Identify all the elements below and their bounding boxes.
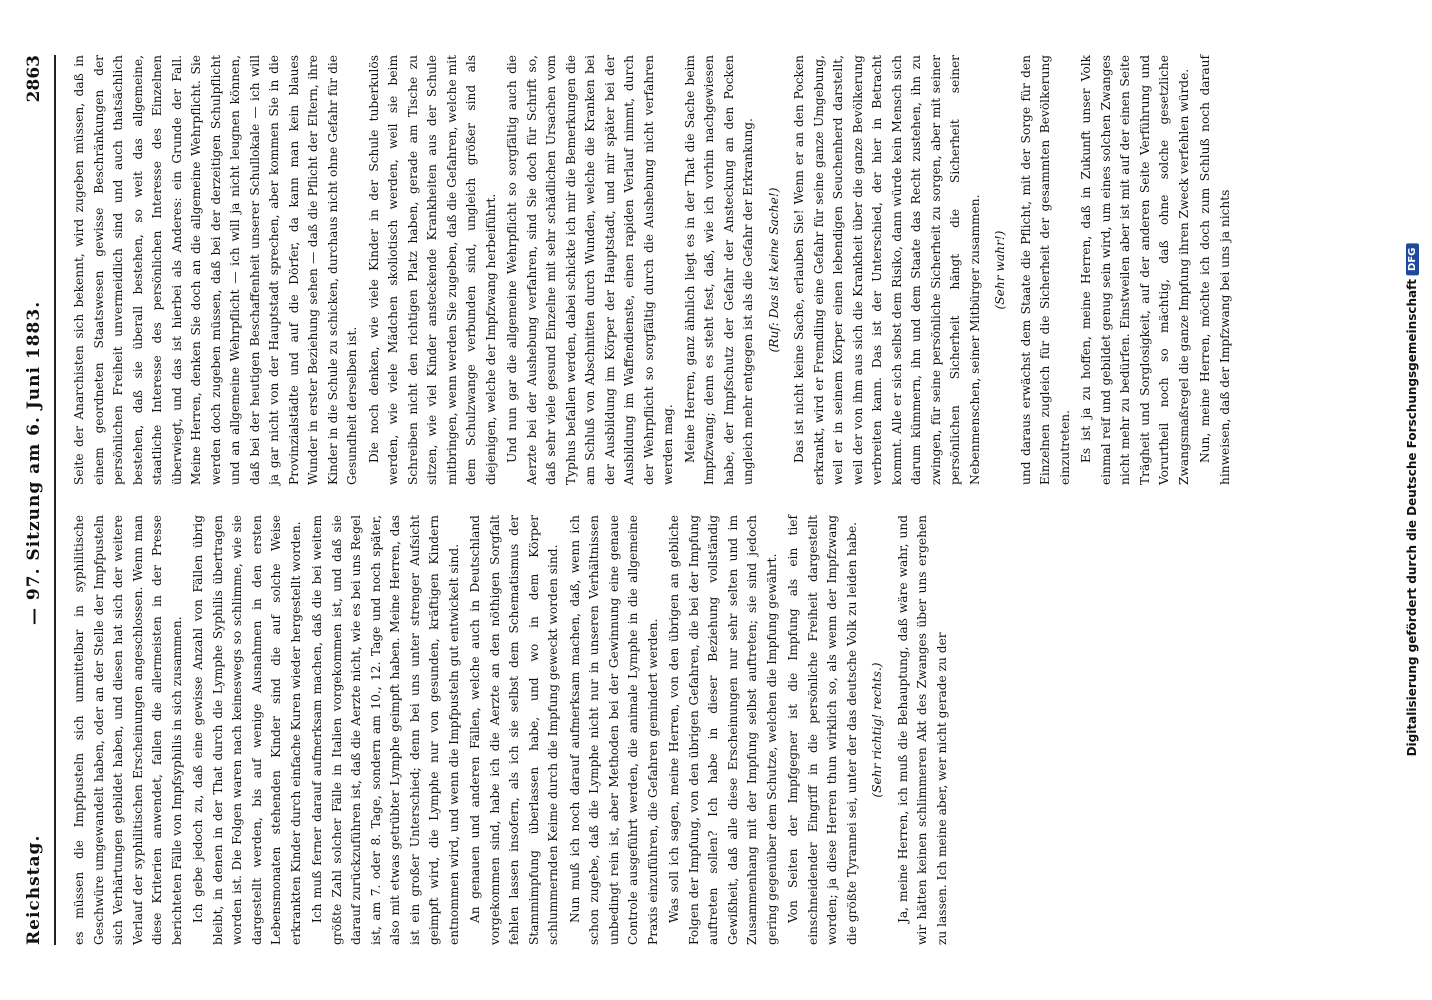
paragraph: Nun, meine Herren, möchte ich doch zum Schluß noch darauf hinweisen, daß der Impfzwang bei uns ja nichts xyxy=(1198,55,1232,485)
text-column-left xyxy=(70,515,954,945)
interjection: (Sehr richtig! rechts.) xyxy=(870,662,884,798)
header-left: Reichstag. xyxy=(24,834,44,945)
paragraph: An genauen und anderen Fällen, welche auch in Deutschland vorgekommen sind, habe ich die Aerzte an den nöthigen Sorgfalt fehlen lassen insofern, als ich sie selbst dem Schematismus der Stammimpfung überlassen habe, und wo in dem Körper schlummernden Keime durch die Impfung geweckt worden sind. xyxy=(468,515,560,945)
dfg-logo: DFG xyxy=(1406,244,1419,275)
paragraph: Ich muß ferner darauf aufmerksam machen, daß die bei weitem größte Zahl solcher Fälle in Italien vorgekommen ist, und daß sie darauf zurückzuführen ist, daß die Aerzte nicht, wie es bei uns Regel ist, am 7. oder 8. Tage, sondern am 10., 12. Tage und noch später, also mit etwas getrübter Lymphe geimpft haben. Meine Herren, das ist ein großer Unterschied; denn bei uns unter strenger Aufsicht geimpft wird, die Lymphe nur von gesunden, kräftigen Kindern entnommen wird, und wenn die Impfpusteln gut entwickelt sind. xyxy=(310,515,461,945)
page-header xyxy=(14,55,56,945)
paragraph: Seite der Anarchisten sich bekennt, wird zugeben müssen, daß in einem geordneten Staatswesen gewisse Beschränkungen der persönlichen Freiheit unvermeidlich sind und auch thatsächlich bestehen, daß sie überall bestehen, so weit das allgemeine, staatliche Interesse des persönlichen Interesse des Einzelnen überwiegt, und das ist hierbei als Anderes: ein Grunde der Fall. Meine Herren, denken Sie doch an die allgemeine Wehrpflicht. Sie werden doch zugeben müssen, daß bei der derzeitigen Schulpflicht und an allgemeine Wehrpflicht — ich will ja nicht leugnen können, daß bei der heutigen Beschaffenheit unserer Schullokale — ich will ja gar nicht von der Hauptstadt sprechen, aber kommen Sie in die Provinzialstädte und auf die Dörfer, da kann man kein blaues Wunder in erster Beziehung sehen — daß die Pflicht der Eltern, ihre Kinder in die Schule zu schicken, durchaus nicht ohne Gefahr für die Gesundheit derselben ist. xyxy=(72,55,359,485)
text-column-right xyxy=(70,55,1237,485)
credit-text: Digitalisierung gefördert durch die Deutsche Forschungsgemeinschaft xyxy=(1405,278,1419,757)
interjection: (Sehr wahr!) xyxy=(993,230,1007,310)
paragraph: Von Seiten der Impfgegner ist die Impfung als ein tief einschneidender Eingriff in die persönliche Freiheit dargestellt worden; ja diese Herren thun wirklich so, als wenn der Impfzwang die größte Tyrannei sei, unter der das deutsche Volk zu leiden habe. xyxy=(786,515,859,945)
page-number: 2863 xyxy=(24,55,44,103)
paragraph: Die noch denken, wie viele Kinder in der Schule tuberkulös werden, wie viele Mädchen skoliotisch werden, weil sie beim Schreiben nicht den richtigen Platz haben, gerade am Tische zu sitzen, wie viel Kinder ansteckende Krankheiten aus der Schule mitbringen, wenn werden Sie zugeben, daß die Gefahren, welche mit dem Schulzwange verbunden sind, ungleich größer sind als diejenigen, welche der Impfzwang herbeiführt. xyxy=(366,55,498,485)
paragraph: Was soll ich sagen, meine Herren, von den übrigen an gebliche Folgen der Impfung, von den übrigen Gefahren, die bei der Impfung auftreten sollen? Ich habe in dieser Beziehung vollständig Gewißheit, daß alle diese Erscheinungen nur sehr selten und im Zusammenhang mit der Impfung selbst auftreten; sie sind jedoch gering gegenüber dem Schutze, welchen die Impfung gewährt. xyxy=(667,515,779,945)
paragraph: es müssen die Impfpusteln sich unmittelbar in syphilitische Geschwüre umgewandelt haben, oder an der Stelle der Impfpusteln sich Verhärtungen gebildet haben, und diesen hat sich der weitere Verlauf der syphilitischen Erscheinungen angeschlossen. Wenn man diese Kriterien anwendet, fallen die allermeisten in der Presse berichteten Fälle von Impfsyphilis in sich zusammen. xyxy=(72,515,184,945)
paragraph: Meine Herren, ganz ähnlich liegt es in der That die Sache beim Impfzwang; denn es steht fest, daß, wie ich vorhin nachgewiesen habe, der Impfschutz der Gefahr der Ansteckung an den Pocken ungleich mehr entgegen ist als die Gefahr der Erkrankung. xyxy=(682,55,755,485)
paragraph: Es ist ja zu hoffen, meine Herren, daß in Zukunft unser Volk einmal reif und gebildet genug sein wird, um eines solchen Zwanges nicht mehr zu bedürfen. Einstweilen aber ist mit auf der einen Seite Trägheit und Sorglosigkeit, auf der anderen Seite Verführung und Vorurtheil noch so mächtig, daß ohne solche gesetzliche Zwangsmaßregel die ganze Impfung ihren Zweck verfehlen würde. xyxy=(1079,55,1191,485)
paragraph: Ich gebe jedoch zu, daß eine gewisse Anzahl von Fällen übrig bleibt, in denen in der That durch die Lymphe Syphilis übertragen worden ist. Die Folgen waren nach keineswegs so schlimme, wie sie dargestellt werden, bis auf wenige Ausnahmen in den ersten Lebensmonaten stehenden Kinder sind die auf solche Weise erkrankten Kinder durch einfache Kuren wieder hergestellt worden. xyxy=(191,515,303,945)
paragraph: Und nun gar die allgemeine Wehrpflicht so sorgfältig auch die Aerzte bei der Aushebung verfahren, sind Sie doch für Schrift so, daß sehr viele gesund Einzelne mit sehr schädlichen Ursachen vom Typhus befallen werden, dabei schickte ich mir die Bemerkungen die am Schluß von Abschnitten durch Wunden, welche die Kranken bei der Ausbildung im Körper der Hauptstadt, und mir später bei der Ausbildung im Waffendienste, einen rapiden Verlauf nimmt, durch der Wehrpflicht so sorgfältig durch die Aushebung nicht verfahren werden mag. xyxy=(505,55,675,485)
paragraph: und daraus erwächst dem Staate die Pflicht, mit der Sorge für den Einzelnen zugleich für die Sicherheit der gesammten Bevölkerung einzutreten. xyxy=(1018,55,1072,485)
interjection: (Ruf: Das ist keine Sache!) xyxy=(766,187,781,353)
paragraph: Ja, meine Herren, ich muß die Behauptung, daß wäre wahr, und wir hätten keinen schlimmeren Akt des Zwanges über uns ergehen zu lassen. Ich meine aber, wer nicht gerade zu der xyxy=(895,515,949,945)
paragraph: Nun muß ich noch darauf aufmerksam machen, daß, wenn ich schon zugebe, daß die Lymphe nicht nur in unseren Verhältnissen unbedingt rein ist, aber Methoden bei der Gewinnung eine genaue Controle ausgeführt werden, die animale Lymphe in die allgemeine Praxis einzuführen, die Gefahren gemindert werden. xyxy=(567,515,660,945)
header-session: — 97. Sitzung am 6. Juni 1883. xyxy=(24,300,44,625)
digitization-credit xyxy=(1405,244,1419,757)
paragraph: Das ist nicht keine Sache, erlauben Sie! Wenn er an den Pocken erkrankt, wird er Fremdling eine Gefahr für seine ganze Umgebung, weil er in seinem Körper einen lebendigen Seuchenherd darstellt, weil der von ihm aus sich die Krankheit über die ganze Bevölkerung verbreiten kann. Das ist der Unterschied, der hier in Betracht kommt. Alle er sich selbst dem Risiko, dann würde kein Mensch sich darum kümmern, ihn und dem Staate das Recht zustehen, ihn zu zwingen, für seine persönliche Sicherheit zu sorgen, aber mit seiner persönlichen Sicherheit hängt die Sicherheit seiner Nebenmenschen, seiner Mitbürger zusammen. xyxy=(792,55,982,485)
